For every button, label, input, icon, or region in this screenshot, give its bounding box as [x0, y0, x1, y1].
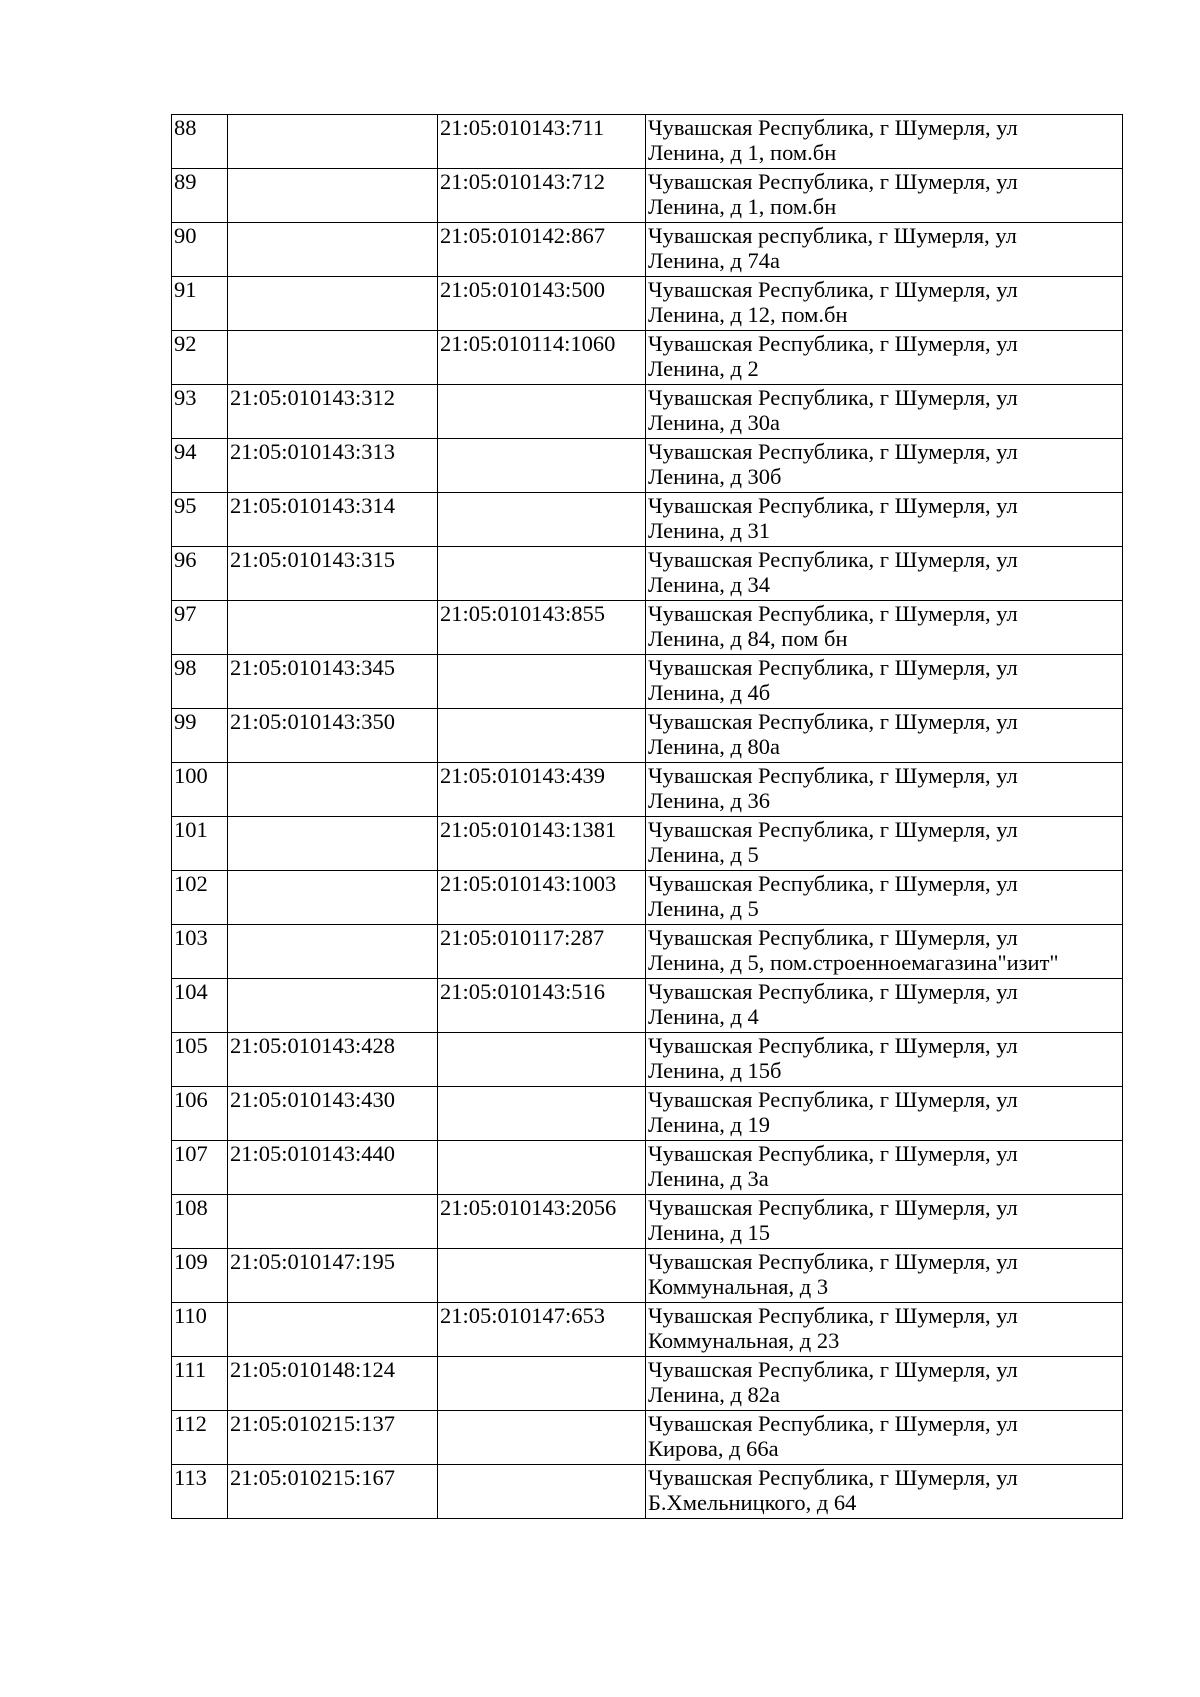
- address-cell: [646, 547, 1123, 601]
- address-cell: [646, 763, 1123, 817]
- building-cadastral-number-cell: 21:05:010142:867: [438, 223, 646, 277]
- address-line: Чувашская Республика, г Шумерля, ул: [648, 1411, 1018, 1436]
- address-line: Ленина, д 5: [648, 896, 759, 921]
- address-line: Чувашская Республика, г Шумерля, ул: [648, 925, 1018, 950]
- table-row: [172, 709, 1123, 763]
- table-row: [172, 1195, 1123, 1249]
- land-cadastral-number-cell: 21:05:010143:313: [228, 439, 438, 493]
- address-cell: [646, 1303, 1123, 1357]
- land-cadastral-number-cell: [228, 763, 438, 817]
- table-row: [172, 1033, 1123, 1087]
- building-cadastral-number-cell: [438, 1249, 646, 1303]
- address-line: Ленина, д 19: [648, 1112, 771, 1137]
- address-line: Ленина, д 30б: [648, 464, 782, 489]
- table-row: [172, 1249, 1123, 1303]
- table-row: [172, 871, 1123, 925]
- address-line: Ленина, д 31: [648, 518, 771, 543]
- land-cadastral-number-cell: 21:05:010143:345: [228, 655, 438, 709]
- table-row: [172, 1357, 1123, 1411]
- building-cadastral-number-cell: [438, 1087, 646, 1141]
- land-cadastral-number-cell: [228, 1195, 438, 1249]
- land-cadastral-number-cell: [228, 925, 438, 979]
- address-line: Чувашская Республика, г Шумерля, ул: [648, 709, 1018, 734]
- building-cadastral-number-cell: 21:05:010143:500: [438, 277, 646, 331]
- row-number-cell: 96: [172, 547, 228, 601]
- land-cadastral-number-cell: [228, 601, 438, 655]
- row-number-cell: 90: [172, 223, 228, 277]
- address-line: Чувашская Республика, г Шумерля, ул: [648, 763, 1018, 788]
- address-line: Ленина, д 1, пом.бн: [648, 194, 837, 219]
- address-line: Ленина, д 34: [648, 572, 771, 597]
- table-row: [172, 1411, 1123, 1465]
- address-cell: [646, 655, 1123, 709]
- row-number-cell: 113: [172, 1465, 228, 1519]
- address-cell: [646, 1411, 1123, 1465]
- address-cell: [646, 331, 1123, 385]
- table-row: [172, 1465, 1123, 1519]
- table-row: [172, 331, 1123, 385]
- land-cadastral-number-cell: 21:05:010143:440: [228, 1141, 438, 1195]
- land-cadastral-number-cell: 21:05:010143:315: [228, 547, 438, 601]
- table-row: [172, 601, 1123, 655]
- building-cadastral-number-cell: 21:05:010143:711: [438, 115, 646, 169]
- address-line: Ленина, д 84, пом бн: [648, 626, 848, 651]
- address-line: Ленина, д 15б: [648, 1058, 782, 1083]
- table-row: [172, 1141, 1123, 1195]
- address-line: Чувашская Республика, г Шумерля, ул: [648, 1249, 1018, 1274]
- address-line: Чувашская Республика, г Шумерля, ул: [648, 1465, 1018, 1490]
- table-row: [172, 1087, 1123, 1141]
- row-number-cell: 103: [172, 925, 228, 979]
- table-row: [172, 655, 1123, 709]
- address-line: Чувашская Республика, г Шумерля, ул: [648, 871, 1018, 896]
- land-cadastral-number-cell: 21:05:010143:314: [228, 493, 438, 547]
- land-cadastral-number-cell: [228, 817, 438, 871]
- address-cell: [646, 385, 1123, 439]
- building-cadastral-number-cell: [438, 385, 646, 439]
- address-cell: [646, 277, 1123, 331]
- building-cadastral-number-cell: 21:05:010143:516: [438, 979, 646, 1033]
- building-cadastral-number-cell: [438, 439, 646, 493]
- address-line: Ленина, д 80а: [648, 734, 781, 759]
- address-line: Ленина, д 4: [648, 1004, 759, 1029]
- address-line: Чувашская республика, г Шумерля, ул: [648, 223, 1017, 248]
- address-line: Ленина, д 12, пом.бн: [648, 302, 848, 327]
- address-line: Чувашская Республика, г Шумерля, ул: [648, 979, 1018, 1004]
- address-line: Чувашская Республика, г Шумерля, ул: [648, 601, 1018, 626]
- address-line: Коммунальная, д 23: [648, 1328, 840, 1353]
- address-cell: [646, 493, 1123, 547]
- land-cadastral-number-cell: 21:05:010143:350: [228, 709, 438, 763]
- address-cell: [646, 817, 1123, 871]
- row-number-cell: 93: [172, 385, 228, 439]
- building-cadastral-number-cell: 21:05:010143:855: [438, 601, 646, 655]
- land-cadastral-number-cell: 21:05:010143:428: [228, 1033, 438, 1087]
- row-number-cell: 97: [172, 601, 228, 655]
- table-row: [172, 547, 1123, 601]
- address-line: Чувашская Республика, г Шумерля, ул: [648, 1303, 1018, 1328]
- row-number-cell: 105: [172, 1033, 228, 1087]
- building-cadastral-number-cell: 21:05:010143:1381: [438, 817, 646, 871]
- row-number-cell: 95: [172, 493, 228, 547]
- row-number-cell: 108: [172, 1195, 228, 1249]
- address-line: Ленина, д 36: [648, 788, 771, 813]
- table-row: [172, 385, 1123, 439]
- address-cell: [646, 871, 1123, 925]
- row-number-cell: 88: [172, 115, 228, 169]
- land-cadastral-number-cell: [228, 115, 438, 169]
- address-line: Чувашская Республика, г Шумерля, ул: [648, 547, 1018, 572]
- address-cell: [646, 979, 1123, 1033]
- land-cadastral-number-cell: 21:05:010147:195: [228, 1249, 438, 1303]
- row-number-cell: 111: [172, 1357, 228, 1411]
- land-cadastral-number-cell: [228, 331, 438, 385]
- building-cadastral-number-cell: 21:05:010117:287: [438, 925, 646, 979]
- address-line: Чувашская Республика, г Шумерля, ул: [648, 115, 1018, 140]
- table-row: [172, 1303, 1123, 1357]
- address-line: Чувашская Республика, г Шумерля, ул: [648, 817, 1018, 842]
- property-registry-table: [171, 114, 1123, 1519]
- address-line: Ленина, д 3а: [648, 1166, 769, 1191]
- row-number-cell: 98: [172, 655, 228, 709]
- address-cell: [646, 1087, 1123, 1141]
- building-cadastral-number-cell: [438, 1465, 646, 1519]
- land-cadastral-number-cell: [228, 871, 438, 925]
- address-line: Ленина, д 74а: [648, 248, 781, 273]
- address-cell: [646, 1357, 1123, 1411]
- building-cadastral-number-cell: [438, 493, 646, 547]
- row-number-cell: 100: [172, 763, 228, 817]
- registry-table-body: [172, 115, 1123, 1519]
- address-line: Чувашская Республика, г Шумерля, ул: [648, 493, 1018, 518]
- address-line: Ленина, д 5: [648, 842, 759, 867]
- land-cadastral-number-cell: 21:05:010148:124: [228, 1357, 438, 1411]
- address-line: Чувашская Республика, г Шумерля, ул: [648, 439, 1018, 464]
- building-cadastral-number-cell: [438, 1141, 646, 1195]
- building-cadastral-number-cell: 21:05:010143:2056: [438, 1195, 646, 1249]
- table-row: [172, 169, 1123, 223]
- land-cadastral-number-cell: [228, 277, 438, 331]
- address-line: Чувашская Республика, г Шумерля, ул: [648, 1141, 1018, 1166]
- building-cadastral-number-cell: 21:05:010143:1003: [438, 871, 646, 925]
- address-line: Б.Хмельницкого, д 64: [648, 1490, 857, 1515]
- row-number-cell: 91: [172, 277, 228, 331]
- address-line: Чувашская Республика, г Шумерля, ул: [648, 1357, 1018, 1382]
- building-cadastral-number-cell: 21:05:010143:712: [438, 169, 646, 223]
- table-row: [172, 115, 1123, 169]
- address-line: Кирова, д 66а: [648, 1436, 779, 1461]
- address-line: Чувашская Республика, г Шумерля, ул: [648, 385, 1018, 410]
- address-cell: [646, 1033, 1123, 1087]
- address-line: Ленина, д 5, пом.строенноемагазина"изит": [648, 950, 1059, 975]
- table-row: [172, 817, 1123, 871]
- address-line: Коммунальная, д 3: [648, 1274, 829, 1299]
- row-number-cell: 109: [172, 1249, 228, 1303]
- row-number-cell: 99: [172, 709, 228, 763]
- table-row: [172, 763, 1123, 817]
- address-cell: [646, 601, 1123, 655]
- row-number-cell: 107: [172, 1141, 228, 1195]
- address-line: Чувашская Республика, г Шумерля, ул: [648, 1033, 1018, 1058]
- address-line: Ленина, д 15: [648, 1220, 771, 1245]
- address-line: Ленина, д 1, пом.бн: [648, 140, 837, 165]
- address-line: Чувашская Республика, г Шумерля, ул: [648, 277, 1018, 302]
- address-cell: [646, 115, 1123, 169]
- row-number-cell: 92: [172, 331, 228, 385]
- table-row: [172, 439, 1123, 493]
- row-number-cell: 104: [172, 979, 228, 1033]
- address-cell: [646, 925, 1123, 979]
- address-line: Чувашская Республика, г Шумерля, ул: [648, 655, 1018, 680]
- address-cell: [646, 709, 1123, 763]
- land-cadastral-number-cell: 21:05:010215:137: [228, 1411, 438, 1465]
- address-line: Ленина, д 82а: [648, 1382, 781, 1407]
- building-cadastral-number-cell: [438, 547, 646, 601]
- row-number-cell: 101: [172, 817, 228, 871]
- row-number-cell: 112: [172, 1411, 228, 1465]
- address-cell: [646, 1249, 1123, 1303]
- address-cell: [646, 1465, 1123, 1519]
- address-cell: [646, 439, 1123, 493]
- address-cell: [646, 223, 1123, 277]
- address-line: Ленина, д 30а: [648, 410, 781, 435]
- table-row: [172, 979, 1123, 1033]
- address-line: Чувашская Республика, г Шумерля, ул: [648, 1087, 1018, 1112]
- building-cadastral-number-cell: 21:05:010143:439: [438, 763, 646, 817]
- address-cell: [646, 1195, 1123, 1249]
- row-number-cell: 94: [172, 439, 228, 493]
- address-line: Чувашская Республика, г Шумерля, ул: [648, 331, 1018, 356]
- land-cadastral-number-cell: 21:05:010143:312: [228, 385, 438, 439]
- table-row: [172, 493, 1123, 547]
- land-cadastral-number-cell: 21:05:010143:430: [228, 1087, 438, 1141]
- land-cadastral-number-cell: [228, 979, 438, 1033]
- building-cadastral-number-cell: [438, 1411, 646, 1465]
- address-line: Чувашская Республика, г Шумерля, ул: [648, 169, 1018, 194]
- building-cadastral-number-cell: [438, 655, 646, 709]
- building-cadastral-number-cell: [438, 1033, 646, 1087]
- table-row: [172, 925, 1123, 979]
- row-number-cell: 89: [172, 169, 228, 223]
- building-cadastral-number-cell: [438, 709, 646, 763]
- address-cell: [646, 169, 1123, 223]
- building-cadastral-number-cell: [438, 1357, 646, 1411]
- address-cell: [646, 1141, 1123, 1195]
- row-number-cell: 106: [172, 1087, 228, 1141]
- address-line: Ленина, д 4б: [648, 680, 771, 705]
- land-cadastral-number-cell: [228, 1303, 438, 1357]
- address-line: Чувашская Республика, г Шумерля, ул: [648, 1195, 1018, 1220]
- table-row: [172, 223, 1123, 277]
- land-cadastral-number-cell: [228, 169, 438, 223]
- land-cadastral-number-cell: 21:05:010215:167: [228, 1465, 438, 1519]
- address-line: Ленина, д 2: [648, 356, 759, 381]
- row-number-cell: 102: [172, 871, 228, 925]
- land-cadastral-number-cell: [228, 223, 438, 277]
- building-cadastral-number-cell: 21:05:010114:1060: [438, 331, 646, 385]
- table-row: [172, 277, 1123, 331]
- row-number-cell: 110: [172, 1303, 228, 1357]
- building-cadastral-number-cell: 21:05:010147:653: [438, 1303, 646, 1357]
